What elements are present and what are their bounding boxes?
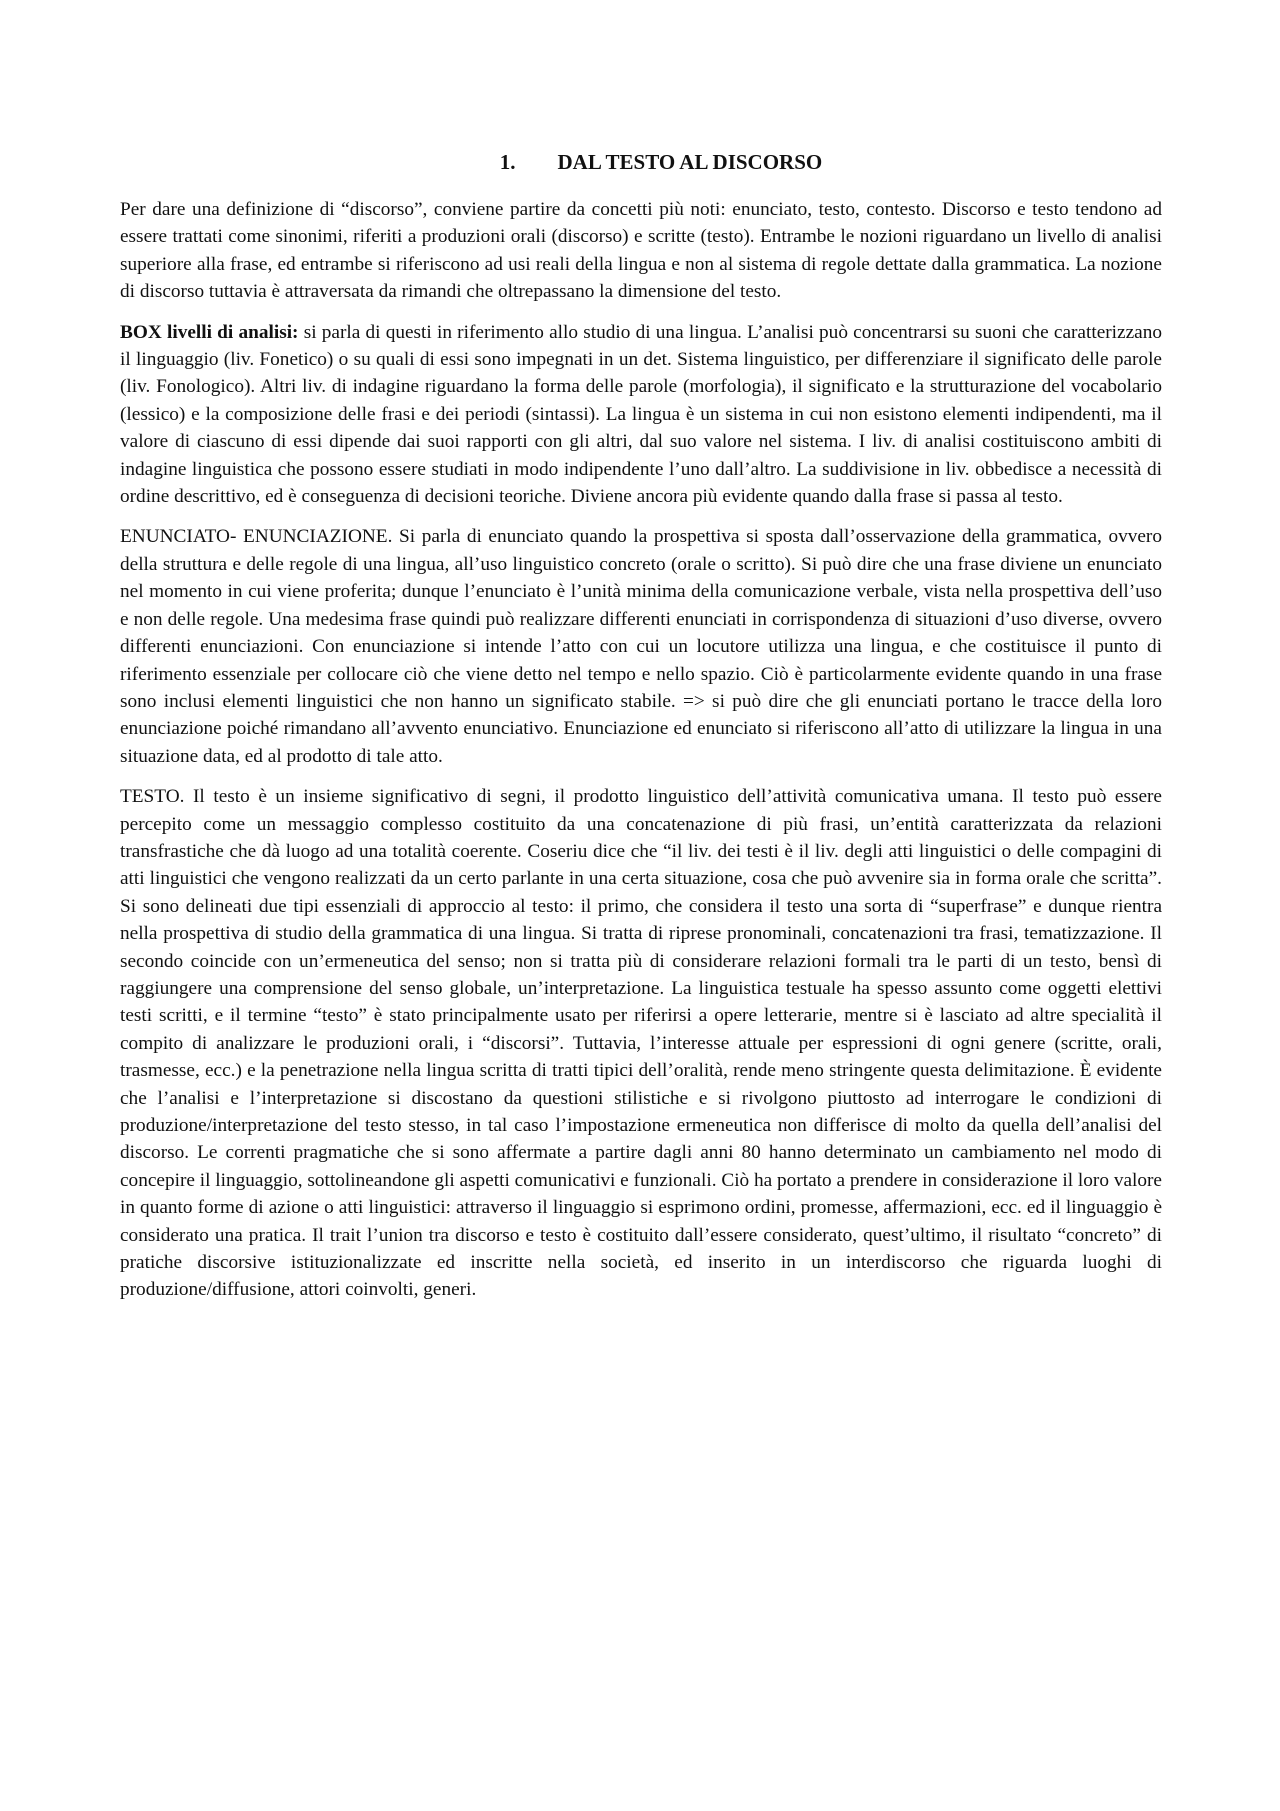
paragraph-text: Per dare una definizione di “discorso”, conviene partire da concetti più noti: enunciato, testo, contesto. Discorso e testo tendono ad essere trattati come sinonimi, riferiti a produzioni orali (discorso) e scritte (testo). Entrambe le nozioni riguardano un livello di analisi superiore alla frase, ed entrambe si riferiscono ad usi reali della lingua e non al sistema di regole dettate dalla grammatica. La nozione di discorso tuttavia è attraversata da rimandi che oltrepassano la dimensione del testo. [120, 199, 1162, 303]
document-page [120, 148, 1162, 1317]
paragraph-intro [120, 196, 1162, 306]
paragraph-testo [120, 783, 1162, 1304]
title-text: DAL TESTO AL DISCORSO [557, 150, 823, 174]
paragraph-box-livelli [120, 319, 1162, 511]
paragraph-text: TESTO. Il testo è un insieme significativo di segni, il prodotto linguistico dell’attività comunicativa umana. Il testo può essere percepito come un messaggio complesso costituito da una concatenazione di più frasi, un’entità caratterizzata da relazioni transfrastiche che dà luogo ad una totalità coerente. Coseriu dice che “il liv. dei testi è il liv. degli atti linguistici o delle compagini di atti linguistici che vengono realizzati da un certo parlante in una certa situazione, cosa che può avvenire sia in forma orale che scritta”. Si sono delineati due tipi essenziali di approccio al testo: il primo, che considera il testo una sorta di “superfrase” e dunque rientra nella prospettiva di studio della grammatica di una lingua. Si tratta di riprese pronominali, concatenazioni tra frasi, tematizzazione. Il secondo coincide con un’ermeneutica del senso; non si tratta più di considerare relazioni formali tra le parti di un testo, bensì di raggiungere una comprensione del senso globale, un’interpretazione. La linguistica testuale ha spesso assunto come oggetti elettivi testi scritti, e il termine “testo” è stato principalmente usato per riferirsi a opere letterarie, mentre si è lasciato ad altre specialità il compito di analizzare le produzioni orali, i “discorsi”. Tuttavia, l’interesse attuale per espressioni di ogni genere (scritte, orali, trasmesse, ecc.) e la penetrazione nella lingua scritta di tratti tipici dell’oralità, rende meno stringente questa delimitazione. È evidente che l’analisi e l’interpretazione si discostano da questioni stilistiche e si rivolgono piuttosto ad interrogare le condizioni di produzione/interpretazione del testo stesso, in tal caso l’impostazione ermeneutica non differisce di molto da quella dell’analisi del discorso. Le correnti pragmatiche che si sono affermate a partire dagli anni 80 hanno determinato un cambiamento nel modo di concepire il linguaggio, sottolineandone gli aspetti comunicativi e funzionali. Ciò ha portato a prendere in considerazione il loro valore in quanto forme di azione o atti linguistici: attraverso il linguaggio si esprimono ordini, promesse, affermazioni, ecc. ed il linguaggio è considerato una pratica. Il trait l’union tra discorso e testo è costituito dall’essere considerato, quest’ultimo, il risultato “concreto” di pratiche discorsive istituzionalizzate ed inscritte nella società, ed inserito in un interdiscorso che riguarda luoghi di produzione/diffusione, attori coinvolti, generi. [120, 786, 1162, 1301]
title-number: 1. [499, 150, 516, 174]
paragraph-enunciato [120, 523, 1162, 770]
paragraph-text: si parla di questi in riferimento allo studio di una lingua. L’analisi può concentrarsi su suoni che caratterizzano il linguaggio (liv. Fonetico) o su quali di essi sono impegnati in un det. Sistema linguistico, per differenziare il significato delle parole (liv. Fonologico). Altri liv. di indagine riguardano la forma delle parole (morfologia), il significato e la strutturazione del vocabolario (lessico) e la composizione delle frasi e dei periodi (sintassi). La lingua è un sistema in cui non esistono elementi indipendenti, ma il valore di ciascuno di essi dipende dai suoi rapporti con gli altri, dal suo valore nel sistema. I liv. di analisi costituiscono ambiti di indagine linguistica che possono essere studiati in modo indipendente l’uno dall’altro. La suddivisione in liv. obbedisce a necessità di ordine descrittivo, ed è conseguenza di decisioni teoriche. Diviene ancora più evidente quando dalla frase si passa al testo. [120, 321, 1162, 508]
paragraph-text: ENUNCIATO- ENUNCIAZIONE. Si parla di enunciato quando la prospettiva si sposta dall’osservazione della grammatica, ovvero della struttura e delle regole di una lingua, all’uso linguistico concreto (orale o scritto). Si può dire che una frase diviene un enunciato nel momento in cui viene proferita; dunque l’enunciato è l’unità minima della comunicazione verbale, vista nella prospettiva dell’uso e non delle regole. Una medesima frase quindi può realizzare differenti enunciati in corrispondenza di situazioni d’uso diverse, ovvero differenti enunciazioni. Con enunciazione si intende l’atto con cui un locutore utilizza una lingua, e che costituisce il punto di riferimento essenziale per collocare ciò che viene detto nel tempo e nello spazio. Ciò è particolarmente evidente quando in una frase sono inclusi elementi linguistici che non hanno un significato stabile. => si può dire che gli enunciati portano le tracce della loro enunciazione poiché rimandano all’avvento enunciativo. Enunciazione ed enunciato si riferiscono all’atto di utilizzare la lingua in una situazione data, ed al prodotto di tale atto. [120, 526, 1162, 767]
page-title [120, 148, 1162, 176]
paragraph-lead: BOX livelli di analisi: [120, 321, 299, 343]
